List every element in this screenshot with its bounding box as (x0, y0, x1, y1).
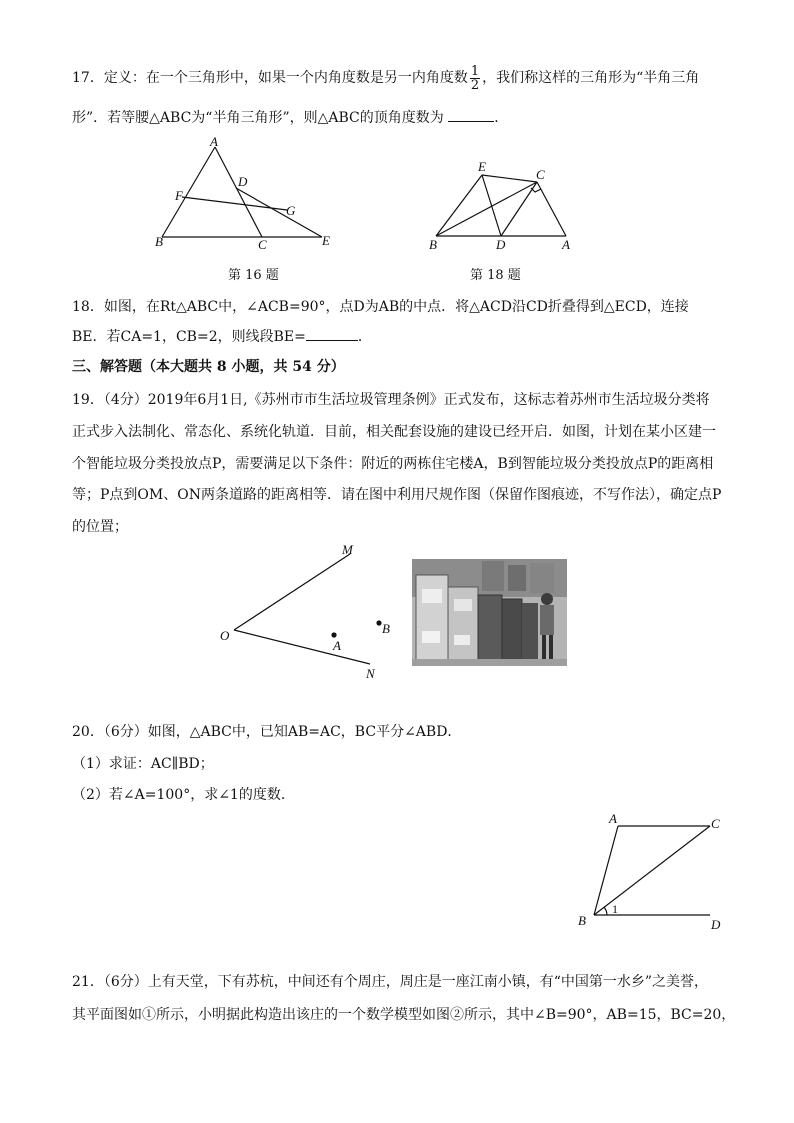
q20-line1: 20．（6分）如图，△ABC中，已知AB=AC，BC平分∠ABD． (72, 724, 462, 740)
fig19-label-o: O (220, 628, 230, 643)
fig19-label-b: B (382, 621, 390, 636)
q18-line2 (72, 323, 722, 351)
q21-line1: 21．（6分）上有天堂，下有苏杭，中间还有个周庄，周庄是一座江南小镇，有“中国第一水乡”之美誉， (72, 974, 709, 990)
fig18-label-d: D (496, 237, 506, 252)
figure-18 (420, 155, 590, 255)
fig20-label-d: D (711, 917, 721, 932)
figure-16-caption: 第 16 题 (228, 268, 279, 283)
fig20-label-b: B (578, 913, 586, 928)
q18-line2-end: ． (357, 329, 372, 345)
garbage-bins-illustration (412, 559, 567, 666)
fig16-label-d: D (238, 174, 248, 189)
fig16-label-e: E (322, 233, 330, 248)
q17-line2 (72, 104, 722, 132)
answer-blank-q18 (306, 326, 358, 341)
fig18-label-e: E (478, 159, 486, 174)
q17-line1-post: ，我们称这样的三角形为“半角三角 (482, 70, 700, 86)
fraction-denominator: 2 (470, 77, 480, 93)
figure-20 (570, 808, 740, 938)
q18-line1: 18．如图，在Rt△ABC中，∠ACB=90°，点D为AB的中点．将△ACD沿CD折叠得到△ECD，连接 (72, 299, 689, 315)
fig16-label-b: B (155, 234, 163, 249)
fig16-label-a: A (210, 134, 218, 149)
answer-blank-q17 (448, 107, 494, 122)
fig18-label-c: C (536, 167, 545, 182)
q17-line2-text: 形”．若等腰△ABC为“半角三角形”，则△ABC的顶角度数为 (72, 110, 444, 126)
fig20-label-a: A (609, 811, 617, 826)
figure-19-roads (210, 538, 390, 688)
fig16-label-c: C (258, 237, 267, 252)
figure-18-caption: 第 18 题 (470, 268, 521, 283)
fig19-label-a: A (333, 638, 341, 653)
fraction-half (470, 65, 480, 92)
q19-line2: 正式步入法制化、常态化、系统化轨道．目前，相关配套设施的建设已经开启．如图，计划在某小区建一 (72, 424, 716, 440)
q20-part2: （2）若∠A=100°，求∠1的度数． (72, 787, 295, 803)
garbage-bins-photo (412, 559, 567, 666)
q19-line1: 19．（4分）2019年6月1日,《苏州市市生活垃圾管理条例》正式发布，这标志着苏州市生活垃圾分类将 (72, 392, 710, 408)
point-a (331, 632, 336, 637)
q19-line3: 个智能垃圾分类投放点P，需要满足以下条件：附近的两栋住宅楼A，B到智能垃圾分类投放点P的距离相 (72, 456, 714, 472)
section-3-title: 三、解答题（本大题共 8 小题，共 54 分） (72, 359, 345, 375)
q21-line2: 其平面图如①所示，小明据此构造出该庄的一个数学模型如图②所示，其中∠B=90°，AB=15，BC=20， (72, 1007, 736, 1023)
figure-16 (150, 135, 350, 255)
point-b (376, 620, 381, 625)
q19-line5: 的位置； (72, 519, 128, 535)
fig18-label-a: A (562, 237, 570, 252)
q17-line2-end: ． (494, 110, 509, 126)
fig20-label-c: C (711, 816, 720, 831)
q19-line4: 等；P点到OM、ON两条道路的距离相等．请在图中利用尺规作图（保留作图痕迹，不写作法），确定点P (72, 487, 722, 503)
fig16-label-f: F (175, 188, 183, 203)
fig18-label-b: B (429, 237, 437, 252)
q17-line1-pre: 17．定义：在一个三角形中，如果一个内角度数是另一内角度数 (72, 70, 468, 86)
fig20-angle-1-label: 1 (612, 902, 618, 916)
fig16-label-g: G (286, 203, 296, 218)
q18-line2-text: BE．若CA=1，CB=2，则线段BE= (72, 329, 306, 345)
q20-part1: （1）求证：AC∥BD； (72, 756, 214, 772)
fraction-numerator: 1 (470, 63, 480, 79)
fig19-label-m: M (342, 542, 353, 557)
fig19-label-n: N (366, 666, 375, 681)
q17-line1 (72, 64, 722, 92)
